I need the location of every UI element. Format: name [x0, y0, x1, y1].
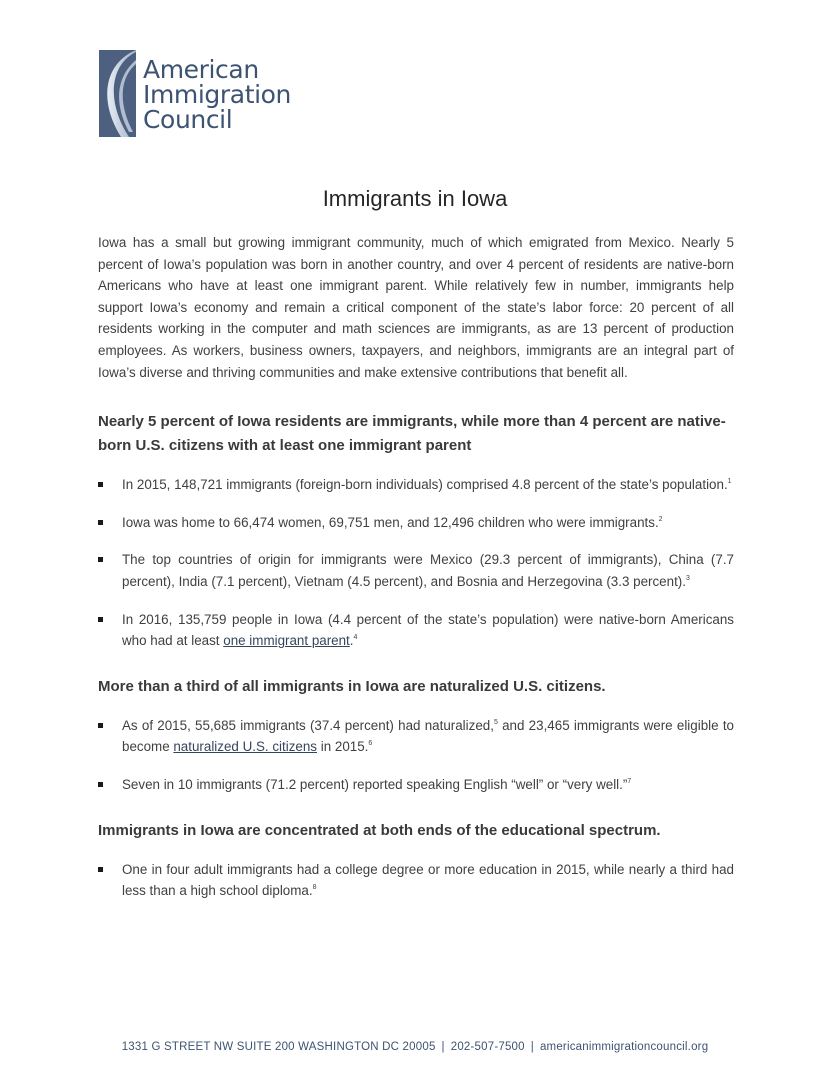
intro-paragraph: Iowa has a small but growing immigrant community, much of which emigrated from Mexico. Nearly 5 percent of Iowa’s population was born in another country, and over 4 percent of residents are native-born Americans who have at least one immigrant parent. While relatively few in number, immigrants help support Iowa’s economy and remain a critical component of the state’s labor force: 20 percent of all residents working in the computer and math sciences are immigrants, as are 13 percent of production employees. As workers, business owners, taxpayers, and neighbors, immigrants are an integral part of Iowa’s diverse and thriving communities and make extensive contributions that benefit all. [98, 235, 734, 380]
footnote-ref[interactable]: 4 [353, 634, 358, 642]
footnote-ref[interactable]: 8 [312, 884, 317, 892]
logo-mark-icon [99, 50, 136, 137]
bullet-text: Iowa was home to 66,474 women, 69,751 men, and 12,496 children who were immigrants. [122, 514, 659, 530]
list-item [98, 549, 734, 592]
bullet-text: Seven in 10 immigrants (71.2 percent) reported speaking English “well” or “very well.” [122, 776, 628, 792]
bullet-text-mid: and 23,465 immigrants were eligible to become [122, 717, 734, 755]
footnote-ref[interactable]: 6 [368, 740, 373, 748]
bullet-icon [98, 617, 103, 622]
bullet-text: As of 2015, 55,685 immigrants (37.4 percent) had naturalized, [122, 717, 494, 733]
list-item [98, 512, 734, 534]
list-item [98, 474, 734, 496]
document-body [98, 232, 734, 902]
bullet-text-end: in 2015. [317, 739, 369, 755]
footer-address: 1331 G STREET NW SUITE 200 WASHINGTON DC 20005 [121, 1041, 436, 1053]
footer-divider: | [441, 1041, 445, 1053]
logo-line-3: Council [143, 105, 233, 134]
bullet-icon [98, 723, 103, 728]
bullet-icon [98, 520, 103, 525]
footer-phone: 202-507-7500 [450, 1041, 525, 1053]
footnote-ref[interactable]: 1 [727, 478, 732, 486]
logo-wordmark [143, 57, 291, 132]
bullet-list-education [98, 859, 734, 902]
list-item [98, 609, 734, 652]
list-item [98, 715, 734, 758]
footnote-ref[interactable]: 2 [658, 515, 663, 523]
section-heading-population: Nearly 5 percent of Iowa residents are immigrants, while more than 4 percent are native-born U.S. citizens with at least one immigrant parent [98, 413, 726, 455]
bullet-text: In 2015, 148,721 immigrants (foreign-born individuals) comprised 4.8 percent of the state’s population. [122, 477, 728, 493]
logo-line-2: Immigration [143, 80, 291, 109]
page-footer [0, 1041, 830, 1053]
bullet-list-naturalization [98, 715, 734, 796]
bullet-icon [98, 557, 103, 562]
list-item [98, 859, 734, 902]
bullet-text: In 2016, 135,759 people in Iowa (4.4 percent of the state’s population) were native-born Americans who had at least [122, 611, 734, 649]
logo-line-1: American [143, 55, 259, 84]
section-heading-naturalization: More than a third of all immigrants in Iowa are naturalized U.S. citizens. [98, 677, 606, 695]
footnote-ref[interactable]: 3 [685, 574, 690, 582]
page-title: Immigrants in Iowa [322, 186, 508, 211]
footnote-ref[interactable]: 7 [627, 777, 632, 785]
bullet-text-end: . [349, 633, 354, 649]
immigrant-parent-link[interactable]: one immigrant parent [223, 633, 350, 649]
section-heading-education: Immigrants in Iowa are concentrated at both ends of the educational spectrum. [98, 821, 661, 839]
footer-website-link[interactable]: americanimmigrationcouncil.org [539, 1041, 709, 1053]
bullet-list-population [98, 474, 734, 652]
naturalized-citizens-link[interactable]: naturalized U.S. citizens [173, 739, 318, 755]
bullet-icon [98, 782, 103, 787]
list-item [98, 774, 734, 796]
bullet-text: The top countries of origin for immigrants were Mexico (29.3 percent of immigrants), China (7.7 percent), India (7.1 percent), Vietnam (4.5 percent), and Bosnia and Herzegovina (3.3 percent). [122, 552, 734, 589]
council-logo [99, 50, 291, 137]
footer-divider: | [530, 1041, 534, 1053]
bullet-icon [98, 867, 103, 872]
bullet-icon [98, 482, 103, 487]
bullet-text: One in four adult immigrants had a college degree or more education in 2015, while nearly a third had less than a high school diploma. [122, 861, 734, 899]
footnote-ref[interactable]: 5 [493, 718, 498, 726]
